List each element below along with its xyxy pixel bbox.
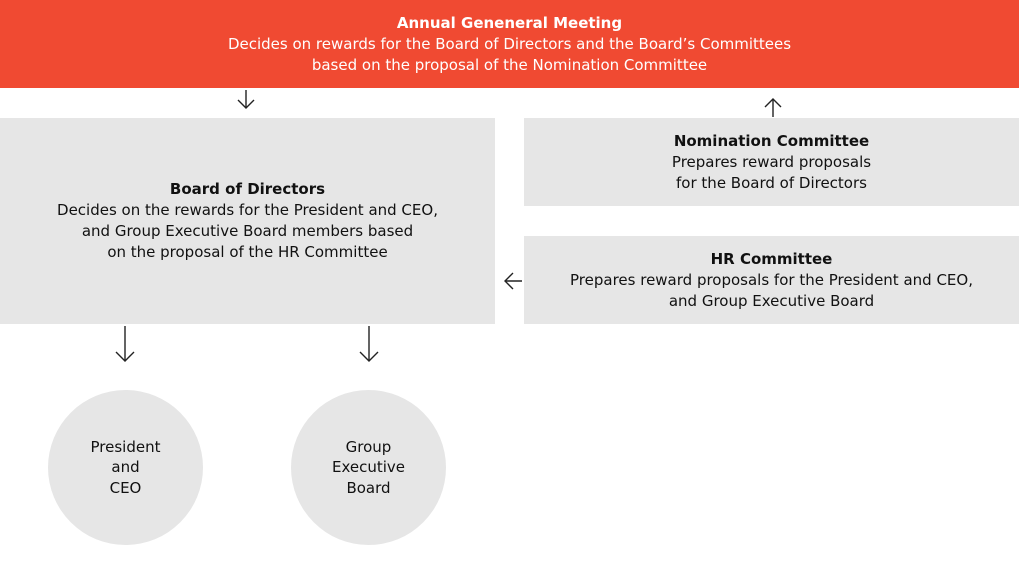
nomination-description-line-2: for the Board of Directors	[676, 173, 867, 192]
board-of-directors-box	[0, 118, 495, 324]
agm-title: Annual Geneneral Meeting	[396, 14, 623, 32]
geb-label-line-3: Board	[346, 478, 391, 497]
geb-label-line-2: Executive	[331, 458, 406, 477]
arrow-agm-to-board	[238, 90, 254, 108]
arrow-board-to-geb	[360, 326, 378, 361]
arrow-nomination-to-agm	[765, 99, 781, 117]
agm-description-line-2: based on the proposal of the Nomination Committee	[311, 56, 708, 74]
hr-committee-box	[524, 236, 1019, 324]
group-executive-board-node	[291, 390, 446, 545]
board-description-line-2: and Group Executive Board members based	[81, 222, 414, 240]
hr-description-line-1: Prepares reward proposals for the President and CEO,	[570, 270, 973, 289]
hr-title: HR Committee	[710, 249, 833, 268]
president-and-ceo-node	[48, 390, 203, 545]
board-title: Board of Directors	[169, 180, 326, 198]
arrow-hr-to-board	[505, 273, 522, 289]
ceo-label-line-2: and	[111, 458, 140, 477]
hr-description-line-2: and Group Executive Board	[668, 291, 875, 310]
nomination-committee-box	[524, 118, 1019, 206]
annual-general-meeting-box	[0, 0, 1019, 88]
nomination-description-line-1: Prepares reward proposals	[671, 152, 872, 171]
ceo-label-line-1: President	[90, 437, 161, 456]
board-description-line-1: Decides on the rewards for the President and CEO,	[57, 201, 438, 219]
arrow-board-to-ceo	[116, 326, 134, 361]
board-description-line-3: on the proposal of the HR Committee	[107, 243, 388, 261]
geb-label-line-1: Group	[345, 437, 392, 456]
agm-description-line-1: Decides on rewards for the Board of Directors and the Board’s Committees	[227, 35, 792, 53]
ceo-label-line-3: CEO	[109, 478, 142, 497]
nomination-title: Nomination Committee	[673, 131, 870, 150]
